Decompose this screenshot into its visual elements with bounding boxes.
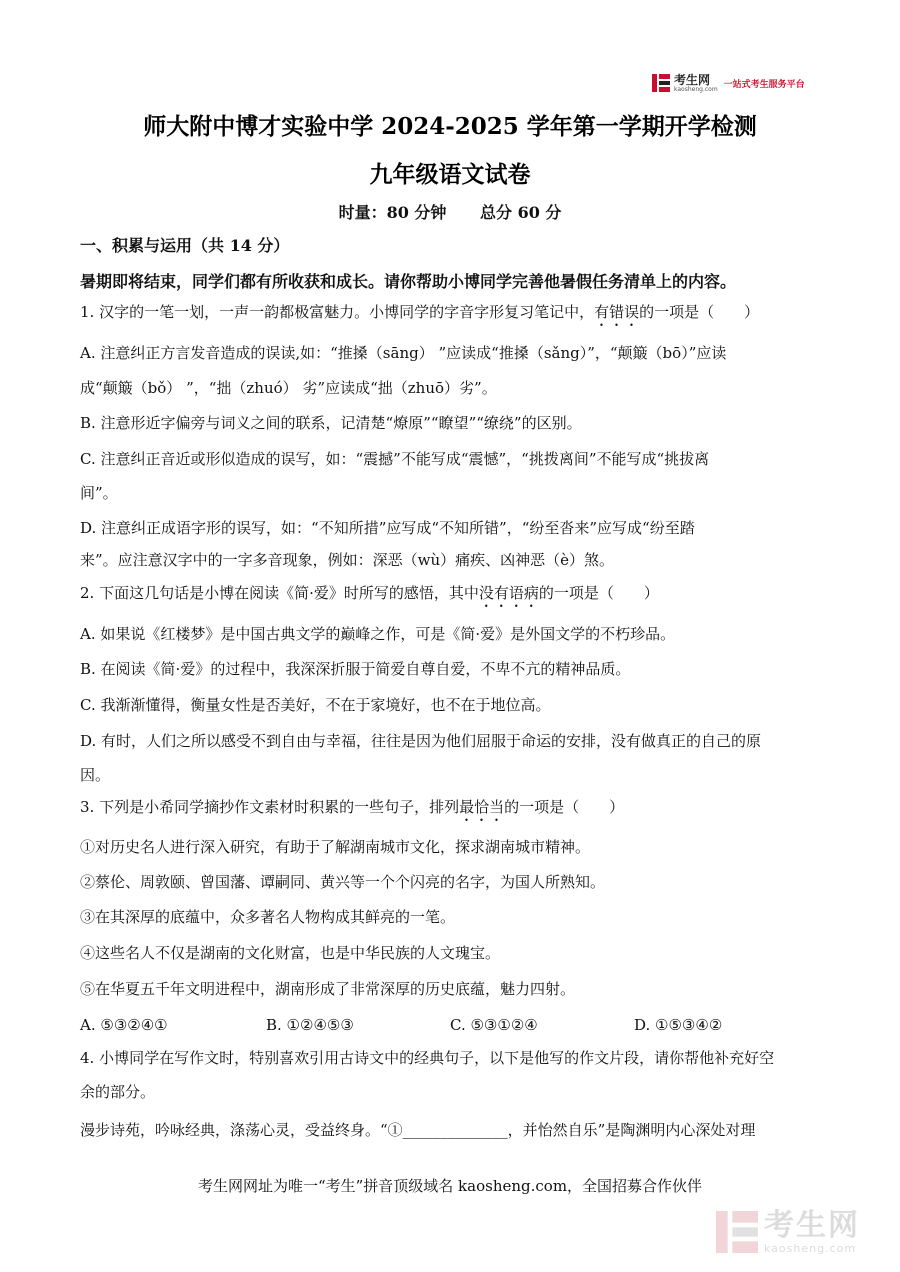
question-1-option-c-cont: 间”。 <box>80 484 118 502</box>
question-1-option-c: C. 注意纠正音近或形似造成的误写，如：“震撼”不能写成“震憾”，“挑拨离间”不能写成“挑拔离 <box>80 450 710 468</box>
question-2-option-d: D. 有时，人们之所以感受不到自由与幸福，往往是因为他们屈服于命运的安排，没有做真正的自己的原 <box>80 732 762 750</box>
question-2-option-b: B. 在阅读《简·爱》的过程中，我深深折服于简爱自尊自爱，不卑不亢的精神品质。 <box>80 660 631 678</box>
exam-total-score: 总分 60 分 <box>480 203 562 222</box>
question-4-stem-cont: 余的部分。 <box>80 1083 156 1101</box>
footer-watermark-logo <box>716 1204 886 1260</box>
question-3-option-b: B. ①②④⑤③ <box>266 1016 354 1034</box>
exam-duration: 时量：80 分钟 <box>338 203 447 222</box>
question-3-option-d: D. ①⑤③④② <box>634 1016 723 1034</box>
question-3-option-a: A. ⑤③②④① <box>80 1016 168 1034</box>
question-3-option-c: C. ⑤③①②④ <box>450 1016 538 1034</box>
kaosheng-logo-icon <box>652 74 670 92</box>
question-1-option-d-cont: 来”。应注意汉字中的一字多音现象，例如：深恶（wù）痛疾、凶神恶（è）煞。 <box>80 551 615 569</box>
footer-text: 考生网网址为唯一“考生”拼音顶级域名 kaosheng.com，全国招募合作伙伴 <box>197 1177 703 1195</box>
emphasis-dots: 最恰当 <box>459 798 505 816</box>
question-2-option-c: C. 我渐渐懂得，衡量女性是否美好，不在于家境好，也不在于地位高。 <box>80 696 551 714</box>
question-3-sentence-4: ④这些名人不仅是湖南的文化财富，也是中华民族的人文瑰宝。 <box>80 944 501 962</box>
question-1-option-a-cont: 成“颠簸（bǒ） ”，“拙（zhuó） 劣”应读成“拙（zhuō）劣”。 <box>80 379 497 397</box>
question-4-stem: 4. 小博同学在写作文时，特别喜欢引用古诗文中的经典句子，以下是他写的作文片段，请你帮他补充好空 <box>80 1049 775 1067</box>
question-4-passage: 漫步诗苑，吟咏经典，涤荡心灵，受益终身。“①______________，并怡然自乐”是陶渊明内心深处对理 <box>80 1121 756 1139</box>
kaosheng-watermark-icon <box>716 1211 758 1253</box>
logo-domain: kaosheng.com <box>674 85 718 93</box>
question-1-option-a: A. 注意纠正方言发音造成的误读,如：“推搡（sāng） ”应读成“推搡（sǎng）”，“颠簸（bō）”应读 <box>80 344 727 362</box>
section-intro: 暑期即将结束，同学们都有所收获和成长。请你帮助小博同学完善他暑假任务清单上的内容。 <box>80 272 737 291</box>
exam-subject-title: 九年级语文试卷 <box>369 161 531 188</box>
question-3-sentence-3: ③在其深厚的底蕴中，众多著名人物构成其鲜亮的一笔。 <box>80 908 456 926</box>
emphasis-dots: 有错误 <box>594 303 640 321</box>
question-3-sentence-1: ①对历史名人进行深入研究，有助于了解湖南城市文化，探求湖南城市精神。 <box>80 838 591 856</box>
question-2-stem: 2. 下面这几句话是小博在阅读《简·爱》时所写的感悟，其中没有语病的一项是（ ） <box>80 584 659 602</box>
emphasis-dots: 没有语病 <box>478 584 539 602</box>
section-heading: 一、积累与运用（共 14 分） <box>80 236 290 255</box>
logo-brand-name: 考生网 <box>674 72 711 87</box>
exam-title: 师大附中博才实验中学 2024-2025 学年第一学期开学检测 <box>143 113 757 140</box>
exam-meta <box>0 200 900 223</box>
question-1-stem: 1. 汉字的一笔一划，一声一韵都极富魅力。小博同学的字音字形复习笔记中，有错误的一项是（ ） <box>80 303 760 321</box>
question-3-stem: 3. 下列是小希同学摘抄作文素材时积累的一些句子，排列最恰当的一项是（ ） <box>80 798 625 816</box>
logo-slogan: 一站式考生服务平台 <box>723 79 805 90</box>
question-3-sentence-5: ⑤在华夏五千年文明进程中，湖南形成了非常深厚的历史底蕴，魅力四射。 <box>80 980 576 998</box>
question-2-option-d-cont: 因。 <box>80 766 111 784</box>
watermark-brand-name: 考生网 <box>764 1207 860 1243</box>
question-2-option-a: A. 如果说《红楼梦》是中国古典文学的巅峰之作，可是《简·爱》是外国文学的不朽珍品。 <box>80 625 676 643</box>
question-3-sentence-2: ②蔡伦、周敦颐、曾国藩、谭嗣同、黄兴等一个个闪亮的名字，为国人所熟知。 <box>80 873 606 891</box>
question-1-option-b: B. 注意形近字偏旁与词义之间的联系，记清楚“燎原”“瞭望”“缭绕”的区别。 <box>80 414 582 432</box>
header-logo <box>652 70 822 96</box>
question-1-option-d: D. 注意纠正成语字形的误写，如：“不知所措”应写成“不知所错”，“纷至沓来”应写成“纷至踏 <box>80 519 695 537</box>
watermark-domain: kaosheng.com <box>764 1241 857 1255</box>
